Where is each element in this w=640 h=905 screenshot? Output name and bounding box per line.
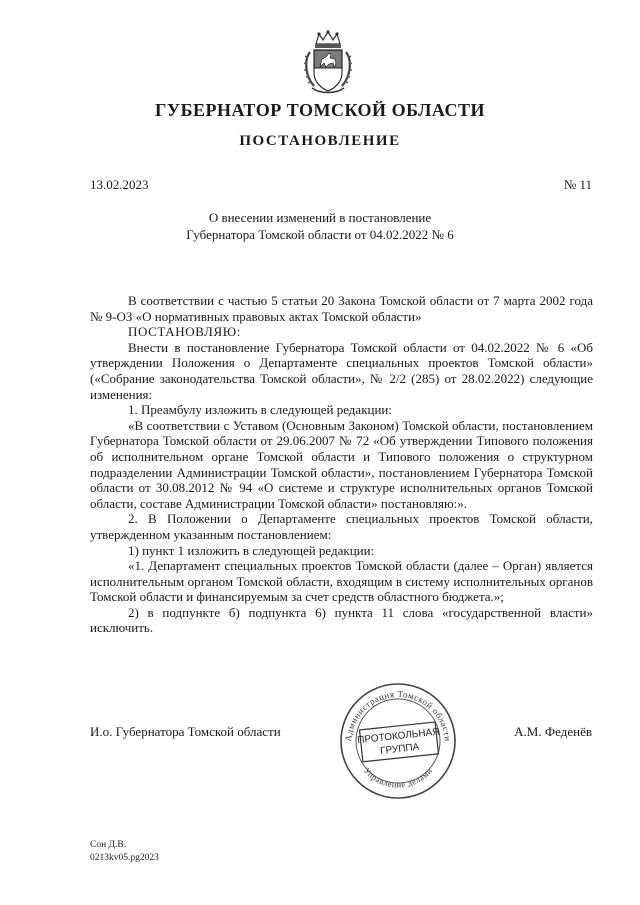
svg-text:Управление делами bbox=[362, 766, 434, 790]
stamp-line-1: ПРОТОКОЛЬНАЯ bbox=[356, 726, 441, 747]
document-footer bbox=[90, 839, 159, 865]
signatory-name: А.М. Феденёв bbox=[514, 724, 592, 739]
document-type-title: ПОСТАНОВЛЕНИЕ bbox=[239, 133, 401, 149]
body-paragraph: «1. Департамент специальных проектов Томской области (далее – Орган) является исполнительным органом Томской области, входящим в систему исполнительных органов Томской области и финансируемым за счет средств областного бюджета.»; bbox=[90, 558, 593, 605]
official-stamp-icon bbox=[337, 680, 459, 802]
footer-author: Сон Д.В. bbox=[90, 840, 127, 850]
tomsk-coat-of-arms-icon bbox=[302, 30, 354, 96]
subject-line-2: Губернатора Томской области от 04.02.2022 № 6 bbox=[186, 227, 454, 242]
stamp-bottom-text: Управление делами bbox=[361, 765, 435, 790]
stamp-line-2: ГРУППА bbox=[379, 741, 420, 757]
body-paragraph: 2) в подпункте б) подпункта 6) пункта 11 слова «государственной власти» исключить. bbox=[90, 604, 593, 636]
document-body bbox=[90, 293, 593, 636]
body-paragraph: 1) пункт 1 изложить в следующей редакции: bbox=[128, 542, 375, 558]
authority-title: ГУБЕРНАТОР ТОМСКОЙ ОБЛАСТИ bbox=[154, 100, 486, 120]
document-subject bbox=[0, 209, 640, 243]
signatory-position: И.о. Губернатора Томской области bbox=[90, 724, 281, 739]
footer-code: 0213kv05.pg2023 bbox=[90, 853, 159, 863]
body-paragraph: «В соответствии с Уставом (Основным Законом) Томской области, постановлением Губернатора Томской области от 29.06.2007 № 72 «Об утверждении Типового положения об исполнительном органе Томской области и Типового положения о структурном подразделении Администрации Томской области», постановлением Губернатора Томской области от 30.08.2012 № 94 «О системе и структуре исполнительных органов Томской области, составе Администрации Томской области» постановляю:». bbox=[90, 417, 593, 511]
document-date: 13.02.2023 bbox=[90, 177, 149, 192]
document-number: № 11 bbox=[563, 177, 592, 192]
body-paragraph: Внести в постановление Губернатора Томской области от 04.02.2022 № 6 «Об утверждении Положения о Департаменте специальных проектов Томской области» («Собрание законодательства Томской области», № 2/2 (285) от 28.02.2022) следующие изменения: bbox=[90, 339, 593, 402]
body-paragraph: В соответствии с частью 5 статьи 20 Закона Томской области от 7 марта 2002 года № 9-ОЗ «О нормативных правовых актах Томской области» bbox=[90, 293, 593, 324]
stamp-ring-text: Администрация Томской области bbox=[342, 688, 453, 743]
body-paragraph-decree: ПОСТАНОВЛЯЮ: bbox=[128, 324, 241, 340]
subject-line-1: О внесении изменений в постановление bbox=[208, 210, 432, 225]
body-paragraph: 1. Преамбулу изложить в следующей редакции: bbox=[128, 402, 392, 418]
body-paragraph: 2. В Положении о Департаменте специальных проектов Томской области, утвержденном указанным постановлением: bbox=[90, 511, 593, 542]
